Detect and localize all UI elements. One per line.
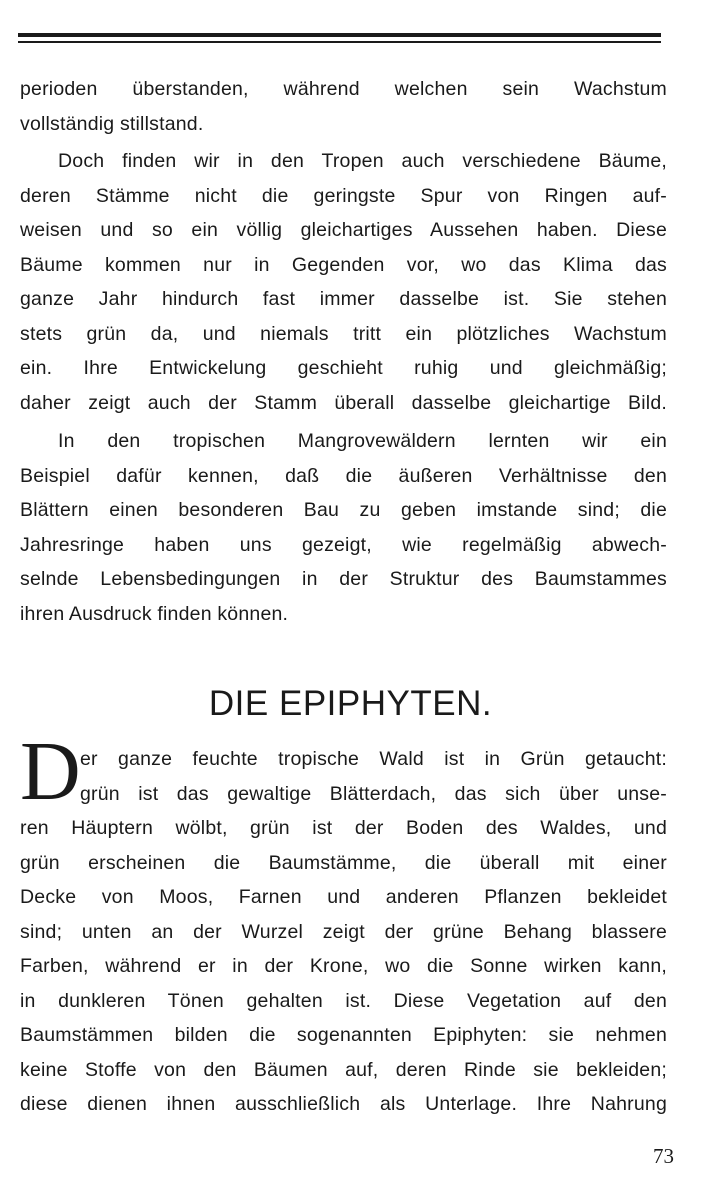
paragraph-3 [20, 424, 667, 631]
paragraph-line: Farben, während er in der Krone, wo die Sonne wirken kann, [20, 955, 667, 977]
paragraph-line: daher zeigt auch der Stamm überall dasselbe gleichartige Bild. [20, 391, 667, 414]
paragraph-line: ihren Ausdruck finden können. [20, 602, 289, 625]
paragraph-line: selnde Lebensbedingungen in der Struktur des Baumstammes [20, 568, 667, 590]
paragraph-line: Bäume kommen nur in Gegenden vor, wo das Klima das [20, 253, 667, 276]
paragraph-line: diese dienen ihnen ausschließlich als Unterlage. Ihre Nahrung [20, 1093, 667, 1115]
paragraph-line: Blättern einen besonderen Bau zu geben imstande sind; die [20, 499, 667, 521]
paragraph-line: in dunkleren Tönen gehalten ist. Diese Vegetation auf den [20, 989, 667, 1012]
header-rule-thick [18, 33, 661, 37]
drop-cap: D [20, 725, 81, 818]
paragraph-line: keine Stoffe von den Bäumen auf, deren Rinde sie bekleiden; [20, 1058, 667, 1081]
section-heading: DIE EPIPHYTEN. [208, 684, 493, 723]
paragraph-line: In den tropischen Mangrovewäldern lernten wir ein [58, 430, 667, 452]
paragraph-line: ein. Ihre Entwickelung geschieht ruhig und gleichmäßig; [20, 357, 667, 379]
paragraph-line: vollständig stillstand. [20, 112, 204, 135]
paragraph-line: grün ist das gewaltige Blätterdach, das sich über unse- [80, 782, 667, 805]
paragraph-line: sind; unten an der Wurzel zeigt der grüne Behang blassere [20, 920, 667, 943]
paragraph-line: er ganze feuchte tropische Wald ist in Grün getaucht: [80, 748, 667, 770]
paragraph-line: weisen und so ein völlig gleichartiges Aussehen haben. Diese [20, 219, 667, 241]
paragraph-line: perioden überstanden, während welchen sein Wachstum [20, 78, 667, 100]
paragraph-4 [20, 742, 667, 1122]
paragraph-line: Baumstämmen bilden die sogenannten Epiphyten: sie nehmen [20, 1024, 667, 1046]
paragraph-line: deren Stämme nicht die geringste Spur von Ringen auf- [20, 184, 667, 207]
paragraph-1 [20, 72, 667, 141]
paragraph-2 [20, 144, 667, 420]
paragraph-line: Doch finden wir in den Tropen auch verschiedene Bäume, [58, 150, 667, 172]
paragraph-line: Beispiel dafür kennen, daß die äußeren Verhältnisse den [20, 464, 667, 487]
paragraph-line: stets grün da, und niemals tritt ein plötzliches Wachstum [20, 322, 667, 345]
page-number: 73 [653, 1144, 674, 1168]
paragraph-line: ganze Jahr hindurch fast immer dasselbe ist. Sie stehen [20, 288, 667, 310]
paragraph-line: Jahresringe haben uns gezeigt, wie regelmäßig abwech- [20, 533, 667, 556]
header-rule-thin [18, 41, 661, 43]
paragraph-line: Decke von Moos, Farnen und anderen Pflanzen bekleidet [20, 886, 667, 908]
paragraph-line: grün erscheinen die Baumstämme, die überall mit einer [20, 851, 667, 874]
paragraph-line: ren Häuptern wölbt, grün ist der Boden des Waldes, und [20, 817, 667, 839]
